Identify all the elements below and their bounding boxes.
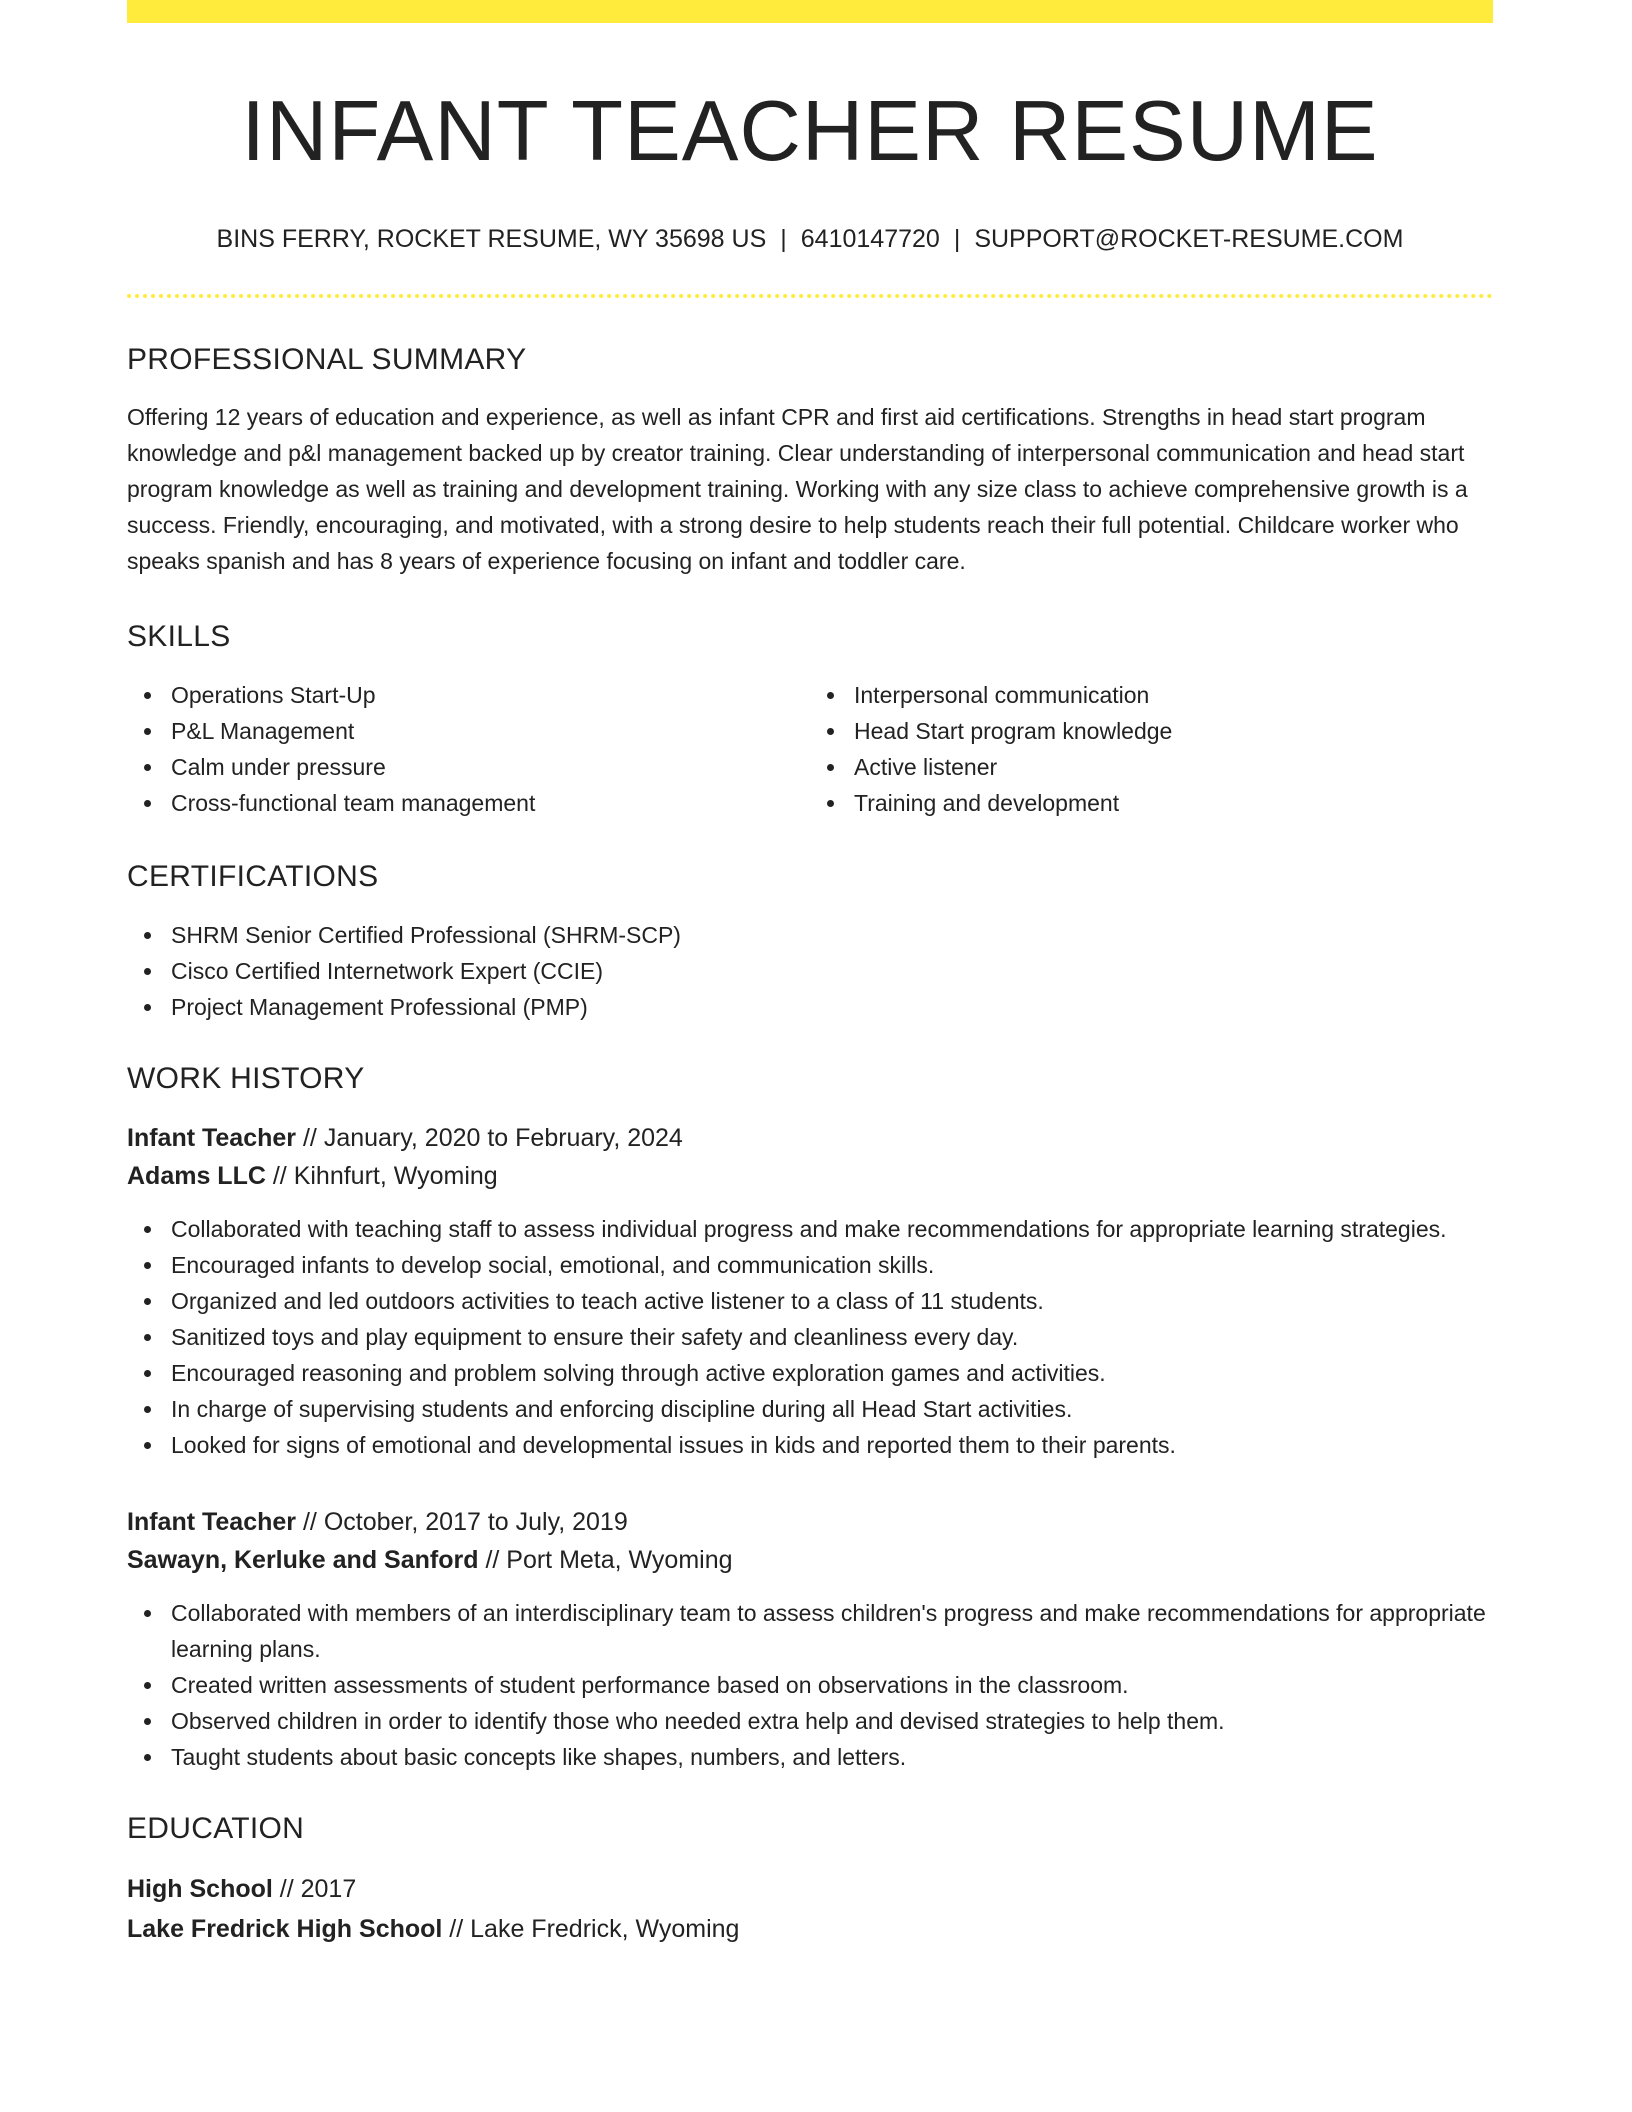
education-degree: High School <box>127 1875 273 1903</box>
contact-line <box>127 224 1493 254</box>
education-school: Lake Fredrick High School <box>127 1915 443 1943</box>
skill-item: Calm under pressure <box>171 749 810 785</box>
job-bullet: Created written assessments of student performance based on observations in the classroom. <box>171 1667 1493 1703</box>
contact-separator: | <box>953 225 961 253</box>
skills-grid <box>127 677 1493 821</box>
job-company-line <box>127 1157 1493 1195</box>
skill-item: Cross-functional team management <box>171 785 810 821</box>
job-bullet: Encouraged reasoning and problem solving through active exploration games and activities. <box>171 1355 1493 1391</box>
education-degree-line <box>127 1869 1493 1909</box>
skill-item: Active listener <box>854 749 1493 785</box>
job-location: // Port Meta, Wyoming <box>478 1546 733 1574</box>
skill-item: Head Start program knowledge <box>854 713 1493 749</box>
job-company: Sawayn, Kerluke and Sanford <box>127 1546 479 1574</box>
job-role-line <box>127 1119 1493 1157</box>
skill-item: P&L Management <box>171 713 810 749</box>
contact-separator: | <box>780 225 787 253</box>
education-location: // Lake Fredrick, Wyoming <box>442 1915 740 1943</box>
job-bullets <box>127 1595 1493 1775</box>
skill-item: Training and development <box>854 785 1493 821</box>
job-bullet: Taught students about basic concepts like shapes, numbers, and letters. <box>171 1739 1493 1775</box>
work-history-heading: WORK HISTORY <box>127 1062 365 1095</box>
certification-item: SHRM Senior Certified Professional (SHRM-SCP) <box>171 917 1493 953</box>
job-dates: // October, 2017 to July, 2019 <box>296 1508 628 1536</box>
job-company: Adams LLC <box>127 1162 266 1190</box>
education-heading: EDUCATION <box>127 1812 305 1845</box>
accent-top-bar <box>127 0 1493 23</box>
skills-right-list <box>810 677 1493 821</box>
job-role-line <box>127 1503 1493 1541</box>
certifications-heading: CERTIFICATIONS <box>127 860 379 893</box>
skills-left-list <box>127 677 810 821</box>
job-bullet: Encouraged infants to develop social, emotional, and communication skills. <box>171 1247 1493 1283</box>
job-bullet: Observed children in order to identify those who needed extra help and devised strategies to help them. <box>171 1703 1493 1739</box>
certification-item: Project Management Professional (PMP) <box>171 989 1493 1025</box>
education-school-line <box>127 1909 1493 1949</box>
job-role: Infant Teacher <box>127 1124 297 1152</box>
skill-item: Interpersonal communication <box>854 677 1493 713</box>
education-year: // 2017 <box>272 1875 357 1903</box>
education-entry <box>127 1869 1493 1949</box>
certifications-list <box>127 917 1493 1025</box>
resume-title: INFANT TEACHER RESUME <box>241 84 1379 179</box>
summary-text: Offering 12 years of education and experience, as well as infant CPR and first aid certifications. Strengths in head start program knowledge and p&l management backed up by creator training. Clear understanding of interpersonal communication and head start program knowledge as well as training and development training. Working with any size class to achieve comprehensive growth is a success. Friendly, encouraging, and motivated, with a strong desire to help students reach their full potential. Childcare worker who speaks spanish and has 8 years of experience focusing on infant and toddler care. <box>127 404 1468 574</box>
job-entry <box>127 1119 1493 1463</box>
job-company-line <box>127 1541 1493 1579</box>
job-bullets <box>127 1211 1493 1463</box>
job-location: // Kihnfurt, Wyoming <box>265 1162 498 1190</box>
job-bullet: Sanitized toys and play equipment to ensure their safety and cleanliness every day. <box>171 1319 1493 1355</box>
certification-item: Cisco Certified Internetwork Expert (CCIE) <box>171 953 1493 989</box>
job-bullet: Collaborated with members of an interdisciplinary team to assess children's progress and make recommendations for appropriate learning plans. <box>171 1595 1493 1667</box>
job-role: Infant Teacher <box>127 1508 297 1536</box>
job-dates: // January, 2020 to February, 2024 <box>296 1124 683 1152</box>
contact-phone: 6410147720 <box>800 225 940 253</box>
skills-heading: SKILLS <box>127 620 231 653</box>
job-bullet: In charge of supervising students and enforcing discipline during all Head Start activities. <box>171 1391 1493 1427</box>
summary-heading: PROFESSIONAL SUMMARY <box>127 343 527 376</box>
job-bullet: Collaborated with teaching staff to assess individual progress and make recommendations for appropriate learning strategies. <box>171 1211 1493 1247</box>
dotted-divider <box>127 294 1493 298</box>
contact-address: BINS FERRY, ROCKET RESUME, WY 35698 US <box>216 225 767 253</box>
skill-item: Operations Start-Up <box>171 677 810 713</box>
job-bullet: Looked for signs of emotional and developmental issues in kids and reported them to their parents. <box>171 1427 1493 1463</box>
resume-page <box>127 0 1493 1949</box>
contact-email: SUPPORT@ROCKET-RESUME.COM <box>974 225 1404 253</box>
job-entry <box>127 1503 1493 1775</box>
job-bullet: Organized and led outdoors activities to teach active listener to a class of 11 students. <box>171 1283 1493 1319</box>
